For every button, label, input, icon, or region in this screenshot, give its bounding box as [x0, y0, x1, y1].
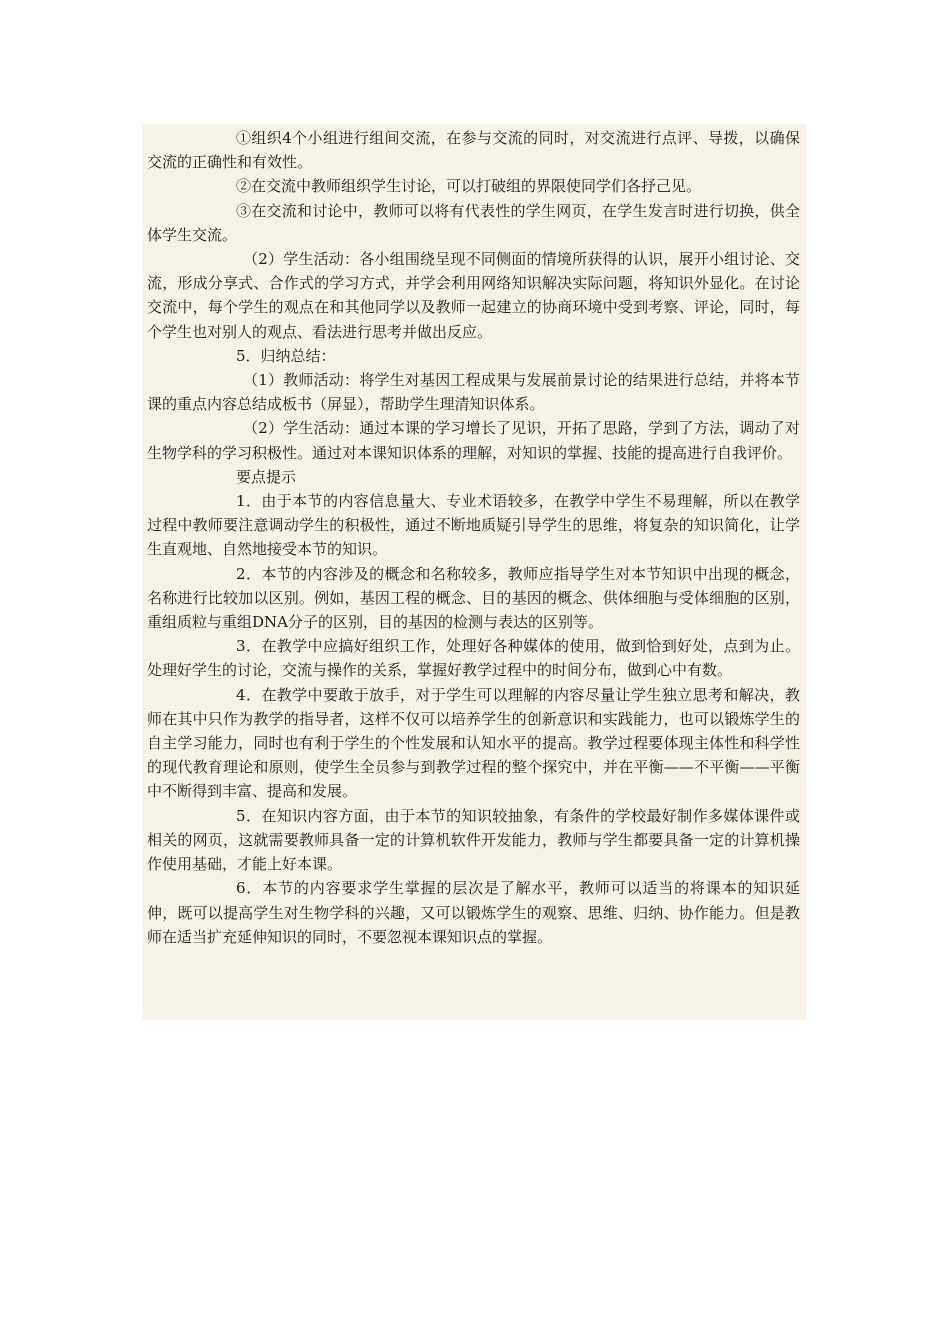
key-point-1: 1．由于本节的内容信息量大、专业术语较多，在教学中学生不易理解，所以在教学过程中教师要注意调动学生的积极性，通过不断地质疑引导学生的思维，将复杂的知识简化，让学生直观地、自然地接受本节的知识。: [147, 492, 800, 559]
key-point-4: 4．在教学中要敢于放手，对于学生可以理解的内容尽量让学生独立思考和解决，教师在其中只作为教学的指导者，这样不仅可以培养学生的创新意识和实践能力，也可以锻炼学生的自主学习能力，同时也有利于学生的个性发展和认知水平的提高。教学过程要体现主体性和科学性的现代教育理论和原则，使学生全员参与到教学过程的整个探究中，并在平衡——不平衡——平衡中不断得到丰富、提高和发展。: [147, 685, 800, 801]
paragraph-switch-webpages: ③在交流和讨论中，教师可以将有代表性的学生网页，在学生发言时进行切换，供全体学生交流。: [147, 201, 800, 244]
paragraph-student-self-evaluation: （2）学生活动：通过本课的学习增长了见识，开拓了思路，学到了方法，调动了对生物学科的学习积极性。通过对本课知识体系的理解，对知识的掌握、技能的提高进行自我评价。: [147, 419, 800, 462]
section-heading-key-points: 要点提示: [236, 467, 297, 486]
document-content: [143, 124, 806, 1020]
key-point-2: 2．本节的内容涉及的概念和名称较多，教师应指导学生对本节知识中出现的概念，名称进行比较加以区别。例如，基因工程的概念、目的基因的概念、供体细胞与受体细胞的区别，重组质粒与重组DNA分子的区别，目的基因的检测与表达的区别等。: [147, 564, 800, 632]
paragraph-student-activity: （2）学生活动：各小组围绕呈现不同侧面的情境所获得的认识，展开小组讨论、交流，形成分享式、合作式的学习方式，并学会利用网络知识解决实际问题，将知识外显化。在讨论交流中，每个学生的观点在和其他同学以及教师一起建立的协商环境中受到考察、评论，同时，每个学生也对别人的观点、看法进行思考并做出反应。: [147, 250, 800, 341]
paragraph-teacher-activity: （1）教师活动：将学生对基因工程成果与发展前景讨论的结果进行总结，并将本节课的重点内容总结成板书（屏显），帮助学生理清知识体系。: [147, 371, 800, 414]
section-heading-summary: 5．归纳总结：: [236, 346, 336, 365]
paragraph-organize-discussion: ②在交流中教师组织学生讨论，可以打破组的界限使同学们各抒己见。: [236, 177, 702, 196]
paragraph-organize-group-exchange: ①组织4个小组进行组间交流，在参与交流的同时，对交流进行点评、导拨，以确保交流的正确性和有效性。: [147, 129, 800, 172]
key-point-5: 5．在知识内容方面，由于本节的知识较抽象，有条件的学校最好制作多媒体课件或相关的网页，这就需要教师具备一定的计算机软件开发能力，教师与学生都要具备一定的计算机操作使用基础，才能上好本课。: [147, 806, 800, 874]
key-point-6: 6．本节的内容要求学生掌握的层次是了解水平，教师可以适当的将课本的知识延伸，既可以提高学生对生物学科的兴趣，又可以锻炼学生的观察、思维、归纳、协作能力。但是教师在适当扩充延伸知识的同时，不要忽视本课知识点的掌握。: [147, 879, 800, 946]
key-point-3: 3．在教学中应搞好组织工作，处理好各种媒体的使用，做到恰到好处，点到为止。处理好学生的讨论，交流与操作的关系，掌握好教学过程中的时间分布，做到心中有数。: [147, 637, 800, 680]
